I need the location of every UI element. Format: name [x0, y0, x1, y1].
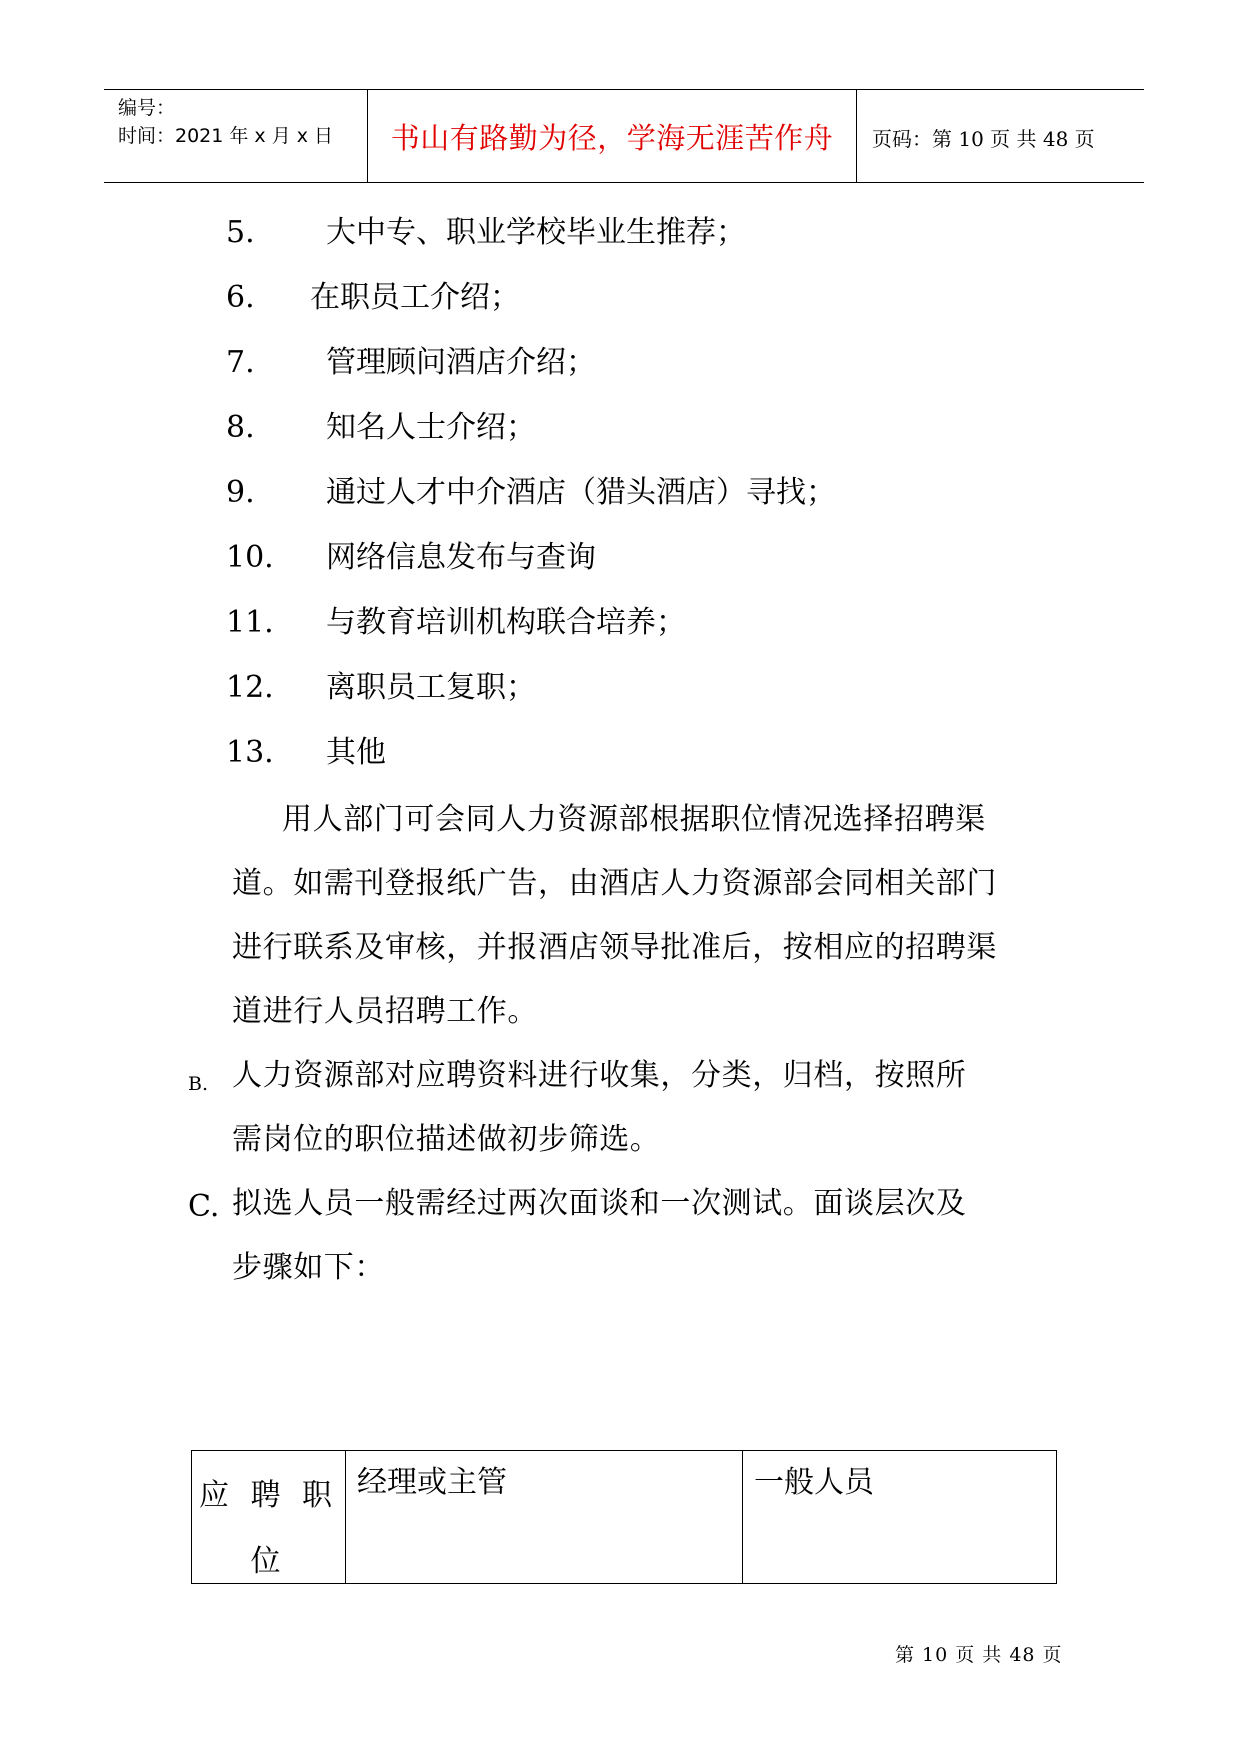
interview-table: [191, 1450, 1057, 1584]
paragraph-line: 人力资源部对应聘资料进行收集，分类，归档，按照所: [232, 1058, 967, 1093]
paragraph-recruitment-channels: [232, 788, 1062, 1044]
list-item-number: 7.: [226, 345, 255, 380]
header-divider: [856, 90, 857, 182]
paragraph-interview-steps: [232, 1172, 1062, 1300]
header-meta: [118, 94, 333, 150]
paragraph-line: 用人部门可会同人力资源部根据职位情况选择招聘渠: [282, 802, 986, 837]
paragraph-line: 道进行人员招聘工作。: [232, 994, 538, 1029]
list-item-number: 13.: [226, 735, 274, 770]
paragraph-line: 需岗位的职位描述做初步筛选。: [232, 1122, 661, 1157]
table-cell-line: 应 聘 职: [198, 1478, 339, 1513]
table-header-staff: 一般人员: [754, 1465, 874, 1500]
table-column-divider: [742, 1451, 743, 1583]
list-item-number: 9.: [226, 475, 255, 510]
list-item-number: 10.: [226, 540, 274, 575]
table-header-manager: 经理或主管: [357, 1465, 507, 1500]
paragraph-resume-screening: [232, 1044, 1062, 1172]
document-date: 时间：2021 年 x 月 x 日: [118, 125, 334, 147]
page-header: [104, 89, 1144, 183]
paragraph-line: 进行联系及审核，并报酒店领导批准后，按相应的招聘渠: [232, 930, 997, 965]
list-item-text: 网络信息发布与查询: [326, 540, 596, 575]
paragraph-line: 道。如需刊登报纸广告，由酒店人力资源部会同相关部门: [232, 866, 997, 901]
document-number-label: 编号：: [118, 97, 176, 119]
header-motto: 书山有路勤为径，学海无涯苦作舟: [390, 121, 834, 155]
list-item-text: 知名人士介绍；: [326, 410, 536, 445]
list-item-number: 12.: [226, 670, 274, 705]
list-item-text: 管理顾问酒店介绍；: [326, 345, 596, 380]
paragraph-line: 步骤如下：: [232, 1250, 385, 1285]
list-item-number: 11.: [226, 605, 274, 640]
table-cell-line: 位: [250, 1544, 287, 1579]
list-item-text: 其他: [326, 735, 386, 770]
list-item-text: 通过人才中介酒店（猎头酒店）寻找；: [326, 475, 836, 510]
paragraph-marker: B.: [188, 1073, 209, 1095]
table-column-divider: [345, 1451, 346, 1583]
table-header-position: [192, 1463, 345, 1595]
list-item-text: 大中专、职业学校毕业生推荐；: [326, 215, 746, 250]
page-footer: 第 10 页 共 48 页: [895, 1644, 1063, 1666]
list-item-number: 5.: [226, 215, 255, 250]
list-item-text: 在职员工介绍；: [310, 280, 520, 315]
paragraph-line: 拟选人员一般需经过两次面谈和一次测试。面谈层次及: [232, 1186, 967, 1221]
list-item-text: 与教育培训机构联合培养；: [326, 605, 686, 640]
list-item-number: 6.: [226, 280, 255, 315]
list-item-text: 离职员工复职；: [326, 670, 536, 705]
paragraph-marker: C.: [188, 1189, 220, 1224]
list-item-number: 8.: [226, 410, 255, 445]
header-page-code: 页码：第 10 页 共 48 页: [872, 127, 1095, 151]
